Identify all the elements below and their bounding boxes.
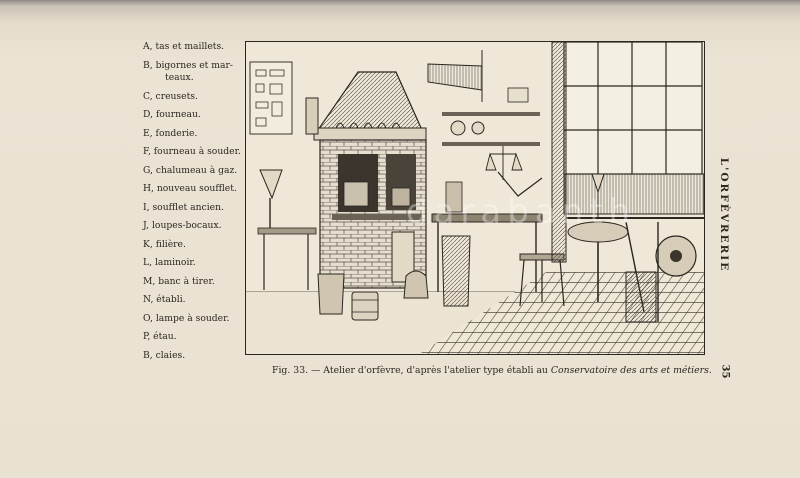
figure-caption [272, 365, 712, 376]
legend-item: N, établi. [143, 294, 186, 305]
legend-item: I, soufflet ancien. [143, 201, 224, 213]
running-head [712, 157, 737, 273]
legend-item: E, fonderie. [143, 127, 198, 139]
legend-item: G, chalumeau à gaz. [143, 164, 238, 176]
legend-item: F, fourneau à souder. [143, 146, 241, 157]
legend-item: B, bigornes et mar- teaux. [143, 59, 233, 83]
legend-item: O, lampe à souder. [143, 312, 230, 324]
page-number [714, 362, 736, 380]
legend-item: L, laminoir. [143, 257, 196, 268]
legend-item: H, nouveau soufflet. [143, 183, 237, 194]
caption-italic: Conservatoire des arts et métiers. [550, 365, 712, 376]
running-head-text: L'ORFÈVRERIE [718, 157, 731, 273]
workshop-engraving [245, 41, 705, 355]
legend-item: K, filière. [143, 238, 186, 250]
page-number-text: 35 [719, 364, 731, 378]
caption-text: Fig. 33. — Atelier d'orfèvre, d'après l'atelier type établi au [272, 365, 551, 376]
figure-legend [143, 38, 243, 365]
legend-item: C, creusets. [143, 90, 198, 102]
legend-item: P, étau. [143, 331, 177, 342]
legend-item: J, loupes-bocaux. [143, 220, 222, 231]
watermark: darabanth [406, 192, 637, 232]
legend-item: D, fourneau. [143, 109, 201, 120]
legend-item: A, tas et maillets. [143, 41, 225, 52]
legend-item: B, claies. [143, 349, 186, 361]
legend-item: M, banc à tirer. [143, 275, 215, 287]
